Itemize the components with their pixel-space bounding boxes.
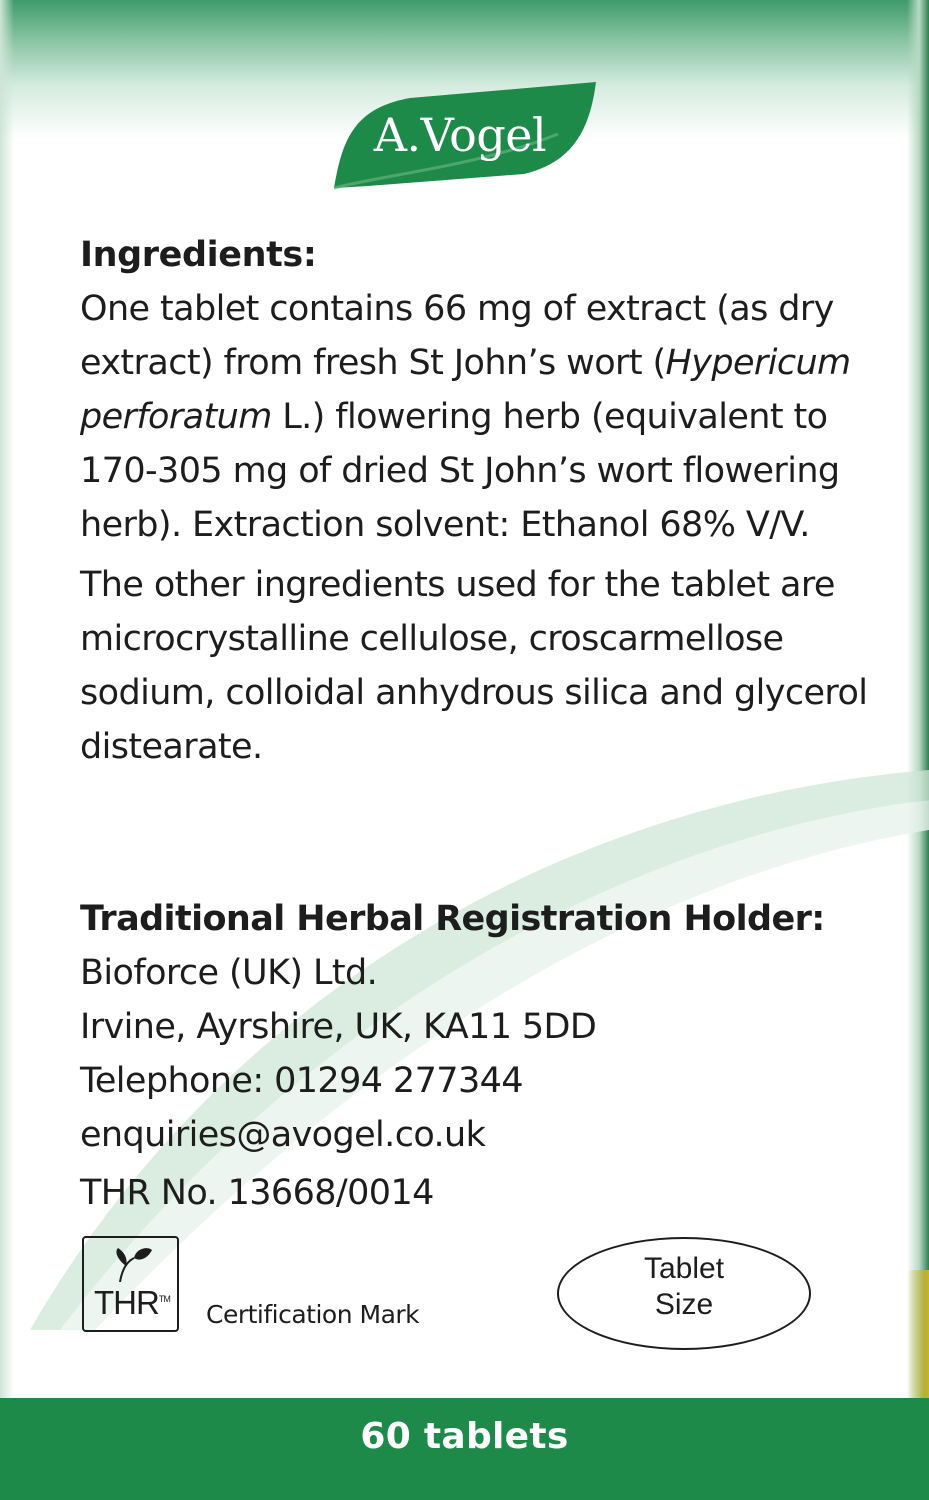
brand-logo-text: A.Vogel — [373, 108, 547, 162]
ingredients-paragraph-2: The other ingredients used for the tablet are microcrystalline cellulose, croscarmellose sodium, colloidal anhydrous silica and glycerol distearate. — [80, 565, 868, 767]
registration-heading: Traditional Herbal Registration Holder: — [80, 899, 825, 939]
footer-band — [0, 1398, 929, 1500]
thr-mark-text: THR™ — [94, 1284, 170, 1321]
tablet-count: 60 tablets — [360, 1416, 569, 1457]
certification-mark-label: Certification Mark — [206, 1300, 420, 1329]
ingredients-paragraph-1 — [80, 282, 880, 552]
thr-number: THR No. 13668/0014 — [80, 1173, 434, 1213]
trademark-superscript: TM — [158, 1294, 170, 1304]
ingredients-section — [80, 228, 880, 774]
ingredients-text-part-2: L.) flowering herb (equivalent to 170-305 mg of dried St John’s wort flowering herb). Extraction solvent: Ethanol 68% V/V. — [80, 397, 840, 545]
ingredients-heading: Ingredients: — [80, 235, 317, 275]
tablet-size-line-1: Tablet — [643, 1252, 725, 1285]
company-address: Irvine, Ayrshire, UK, KA11 5DD — [80, 1007, 597, 1047]
latin-name: Hypericum perforatum — [80, 343, 851, 437]
company-email: enquiries@avogel.co.uk — [80, 1115, 486, 1155]
tablet-size-oval — [557, 1237, 811, 1350]
thr-certification-mark — [82, 1236, 179, 1332]
registration-holder-section — [80, 892, 900, 1220]
leaf-icon — [112, 1246, 154, 1282]
ingredients-text-part-1: One tablet contains 66 mg of extract (as dry extract) from fresh St John’s wort ( — [80, 289, 834, 383]
company-telephone: Telephone: 01294 277344 — [80, 1061, 523, 1101]
tablet-size-label — [559, 1251, 809, 1323]
tablet-size-line-2: Size — [654, 1288, 714, 1321]
company-name: Bioforce (UK) Ltd. — [80, 953, 378, 993]
